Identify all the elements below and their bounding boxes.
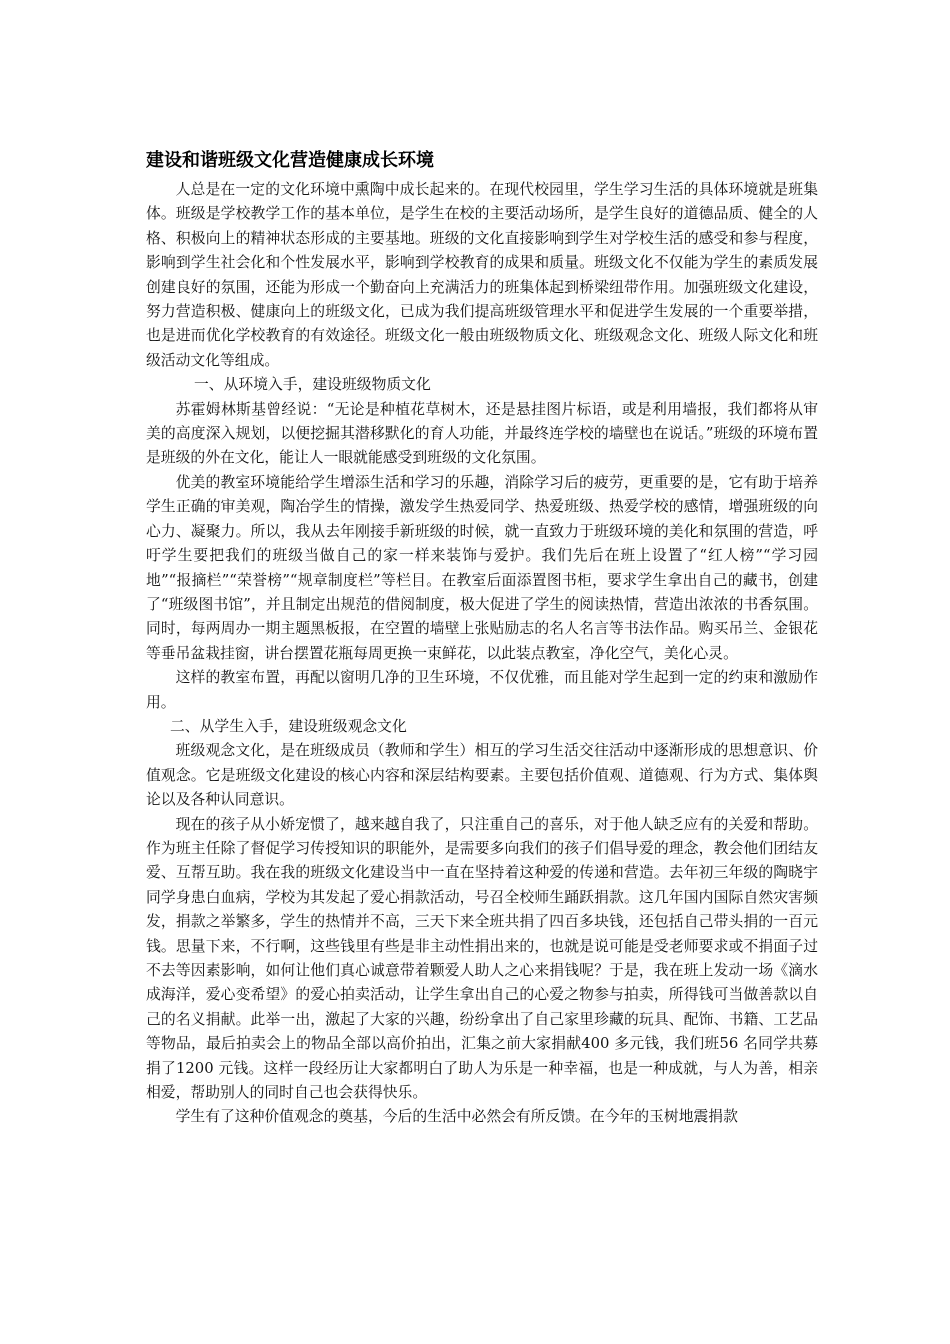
section2-paragraph-2: 现在的孩子从小娇宠惯了，越来越自我了，只注重自己的喜乐，对于他人缺乏应有的关爱和帮助。作为班主任除了督促学习传授知识的职能外，是需要多向我们的孩子们倡导爱的理念，教会他们团结友爱、互帮互助。我在我的班级文化建设当中一直在坚持着这种爱的传递和营造。去年初三年级的陶晓宇同学身患白血病，学校为其发起了爱心捐款活动，号召全校师生踊跃捐款。这几年国内国际自然灾害频发，捐款之举繁多，学生的热情并不高，三天下来全班共捐了四百多块钱，还包括自己带头捐的一百元钱。思量下来，不行啊，这些钱里有些是非主动性捐出来的，也就是说可能是受老师要求或不捐面子过不去等因素影响，如何让他们真心诚意带着颗爱人助人之心来捐钱呢？于是，我在班上发动一场《滴水成海洋，爱心变希望》的爱心拍卖活动，让学生拿出自己的心爱之物参与拍卖，所得钱可当做善款以自己的名义捐献。此举一出，激起了大家的兴趣，纷纷拿出了自己家里珍藏的玩具、配饰、书籍、工艺品等物品，最后拍卖会上的物品全部以高价拍出，汇集之前大家捐献400 多元钱，我们班56 名同学共募捐了1200 元钱。这样一段经历让大家都明白了助人为乐是一种幸福，也是一种成就，与人为善，相亲相爱，帮助别人的同时自己也会获得快乐。 [146,815,818,1102]
section2-paragraph-1: 班级观念文化，是在班级成员（教师和学生）相互的学习生活交往活动中逐渐形成的思想意识、价值观念。它是班级文化建设的核心内容和深层结构要素。主要包括价值观、道德观、行为方式、集体舆论以及各种认同意识。 [146,742,818,809]
section1-paragraph-3: 这样的教室布置，再配以窗明几净的卫生环境，不仅优雅，而且能对学生起到一定的约束和激励作用。 [146,669,818,711]
section2-paragraph-3: 学生有了这种价值观念的奠基，今后的生活中必然会有所反馈。在今年的玉树地震捐款 [175,1108,738,1126]
section1-paragraph-2: 优美的教室环境能给学生增添生活和学习的乐趣，消除学习后的疲劳，更重要的是，它有助于培养学生正确的审美观，陶冶学生的情操，激发学生热爱同学、热爱班级、热爱学校的感情，增强班级的向心力、凝聚力。所以，我从去年刚接手新班级的时候，就一直致力于班级环境的美化和氛围的营造，呼吁学生要把我们的班级当做自己的家一样来装饰与爱护。我们先后在班上设置了“红人榜”“学习园地”“报摘栏”“荣誉榜”“规章制度栏”等栏目。在教室后面添置图书柜，要求学生拿出自己的藏书，创建了“班级图书馆”，并且制定出规范的借阅制度，极大促进了学生的阅读热情，营造出浓浓的书香氛围。同时，每两周办一期主题黑板报，在空置的墙壁上张贴励志的名人名言等书法作品。购买吊兰、金银花等垂吊盆栽挂窗，讲台摆置花瓶每周更换一束鲜花，以此装点教室，净化空气，美化心灵。 [146,473,818,662]
section2-heading: 二、从学生入手，建设班级观念文化 [170,717,407,735]
section1-heading: 一、从环境入手，建设班级物质文化 [194,376,431,394]
document-title: 建设和谐班级文化营造健康成长环境 [146,150,434,171]
section1-paragraph-1: 苏霍姆林斯基曾经说：“无论是种植花草树木，还是悬挂图片标语，或是利用墙报，我们都将从审美的高度深入规划，以便挖掘其潜移默化的育人功能，并最终连学校的墙壁也在说话。”班级的环境布置是班级的外在文化，能让人一眼就能感受到班级的文化氛围。 [146,400,818,467]
document-page [146,148,818,1130]
intro-paragraph: 人总是在一定的文化环境中熏陶中成长起来的。在现代校园里，学生学习生活的具体环境就是班集体。班级是学校教学工作的基本单位，是学生在校的主要活动场所，是学生良好的道德品质、健全的人格、积极向上的精神状态形成的主要基地。班级的文化直接影响到学生对学校生活的感受和参与程度，影响到学生社会化和个性发展水平，影响到学校教育的成果和质量。班级文化不仅能为学生的素质发展创建良好的氛围，还能为形成一个勤奋向上充满活力的班集体起到桥梁纽带作用。加强班级文化建设，努力营造积极、健康向上的班级文化，已成为我们提高班级管理水平和促进学生发展的一个重要举措，也是进而优化学校教育的有效途径。班级文化一般由班级物质文化、班级观念文化、班级人际文化和班级活动文化等组成。 [146,181,818,369]
